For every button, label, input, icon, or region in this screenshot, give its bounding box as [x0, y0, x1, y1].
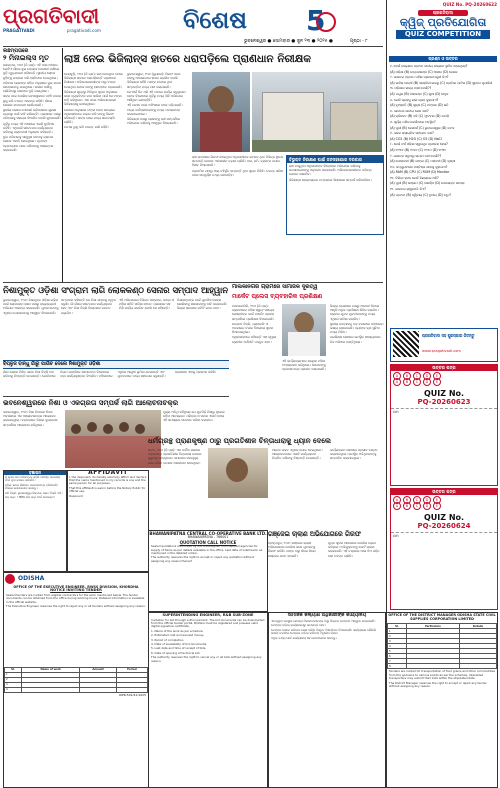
story4-photo — [65, 410, 161, 468]
superintending-title: SUPERINTENDING ENGINEER, R&B SUB-ZONE — [162, 613, 254, 617]
brand-website: pragativadi.com — [66, 28, 101, 33]
answer-sheet-2 — [390, 488, 498, 610]
bank-ad: BHAWANIPATNA CENTRAL CO-OPERATIVE BANK LTD. BHAWANIPATNA - 766001 QUOTATION CALL NOTICE Sealed quotations are invited by the undersigned from reputed agencies for supply of items as per details available in the office. Last date of submission as mentioned in the detailed notice. The authority reserves the right to accept or reject any quotation without assigning any reason thereof. — [148, 530, 268, 612]
answer-bubble[interactable]: D — [423, 502, 431, 510]
story4-headline: ଭବନେଶ୍ୱରରେ ନିଶା ଓ ଏକଗ୍ରତା ସମ୍ପର୍କ ଲାଗି ଆଲୋଚନାଚକ୍ର — [3, 399, 178, 407]
story5 — [148, 436, 384, 528]
top-story-body-col2: ଭୁବନେଶ୍ୱର, ୨୨ା୬ (ବ୍ୟୁରୋ): ଗିରଫ ପରେ ତାଙ୍କୁ ଆଦାଲତରେ ହାଜର କରାଯିବ ବୋଲି ଭିଜିଲାନ୍ସ କହିଛି। ତାଙ୍କ ନାମରେ ଥିବା ସମ୍ପତ୍ତିର ମଧ୍ୟ ଯାଞ୍ଚ କରାଯାଉଛି। ସେ ଦୀର୍ଘ ଦିନ ଧରି ଏହି ପଦରେ କାର୍ଯ୍ୟ କରୁଥିଲେ। ତାଙ୍କ ବିରୋଧରେ ପୂର୍ବରୁ ମଧ୍ୟ କିଛି ଅଭିଯୋଗ ଆସିଥିବା ଜଣାପଡ଼ିଛି। ଏହି ଘଟଣା ପରେ ଅଫିସରେ ଚହଳ ପଡ଼ିଯାଇଛି। ଅନ୍ୟ କର୍ମଚାରୀମାନଙ୍କୁ ମଧ୍ୟ ପଚରାଉଚରା କରାଯାଇପାରେ। ଭିଜିଲାନ୍ସ ପକ୍ଷରୁ ଲୋକଙ୍କୁ ଲାଞ୍ଚ ସମ୍ପର୍କରେ ଅଭିଯୋଗ କରିବାକୁ ଆହ୍ୱାନ ଦିଆଯାଇଛି। — [127, 72, 187, 126]
brand-logo — [3, 4, 101, 34]
story3 — [232, 284, 384, 434]
story5-body-3: କାର୍ଯ୍ୟକ୍ରମ ଶେଷରେ ପ୍ରସାଦ ବଣ୍ଟନ କରାଯାଇଥିଲା। ଉପସ୍ଥିତ ଅତିଥିମାନଙ୍କୁ ସମ୍ମାନିତ କରାଯାଇଥିଲା। — [330, 448, 378, 461]
answer-bubble[interactable]: D — [423, 378, 431, 386]
answer-bubble[interactable]: E — [433, 502, 441, 510]
answer-bubble[interactable]: E — [433, 496, 441, 504]
quiz-title-odia: କ୍ୱିଜ୍ ପ୍ରତିଯୋଗିତା — [399, 16, 487, 29]
story2-headline: ନିଶାମୁକ୍ତ ଓଡ଼ିଶା ସଂଗ୍ରାମ ଲାଗି ଲୋକକଣ୍ଠ ସେନାର ସମ୍ପାଦ ଆହ୍ୱାନ — [3, 285, 229, 295]
bank-name: BHAWANIPATNA CENTRAL CO-OPERATIVE BANK LTD. — [149, 531, 267, 536]
story2-rule — [3, 282, 383, 283]
odisha-tender-table: Sl. Name of work Amount Period 1 2 3 4 — [4, 667, 148, 693]
story3-body-3: ଜିଲ୍ଲା ପ୍ରଶାସନ ପକ୍ଷରୁ ଆଗାମୀ ଦିନରେ ଆହୁରି ଅଧିକ ପ୍ରଶିକ୍ଷଣ ଶିବିର କରାଯିବ। ଗ୍ରାମର ଯୁବକ ଯୁବତୀମାନଙ୍କୁ ମଧ୍ୟ ଏଥିରେ ସାମିଲ କରାଯିବ। ସ୍ଥାନୀୟ ଉତ୍ପାଦକୁ ବଡ଼ ବଜାରରେ ପହଞ୍ଚାଇବା ଲକ୍ଷ୍ୟ ରଖାଯାଇଛି। ବ୍ୟାଙ୍କ ଋଣ ସୁବିଧା ମଧ୍ୟ ମିଳିବ। ପ୍ରଶିକ୍ଷଣ ଶେଷରେ ଉପସ୍ଥିତ ସଦସ୍ୟମାନେ ନିଜ ଅଭିଜ୍ଞତା ବାଣ୍ଟିଥିଲେ। — [330, 304, 384, 344]
bank-sub: BHAWANIPATNA - 766001 — [187, 535, 229, 539]
top-story-headline: ଲାଞ୍ଚ ନେଇ ଭିଜିଲାନ୍ସ ହାତରେ ଧରାପଡ଼ିଲେ ପ୍ରାଣଧାନ ନିରୀକ୍ଷକ — [64, 53, 312, 65]
odia-tender-title: ସାମାଜିକ କଲ୍ୟାଣ ଅଧିକାରୀଙ୍କ କାର୍ଯ୍ୟାଳୟ — [287, 613, 367, 618]
classified-ads-label: ବିଜ୍ଞାପନ — [4, 471, 66, 475]
answer-bubble[interactable]: C — [413, 496, 421, 504]
civil-supplies-ad: OFFICE OF THE DISTRICT MANAGER ODISHA STATE CIVIL SUPPLIES CORPORATION LIMITED Sl. Particulars Details 1 2 3 4 5 6 7 8 Tenders are invited for transportation of food grains and other commodities from the godowns to various points as per the schedule. Interested transporters may submit their bids within the stipulated date. The District Manager reserves the right to accept or reject any tender without assigning any reason. — [386, 612, 498, 788]
answer-sheet-2-name-label: ନାମ — [391, 532, 497, 539]
answer-bubble[interactable]: C — [413, 502, 421, 510]
story5-photo — [208, 448, 268, 498]
answer-bubble[interactable]: A — [393, 496, 401, 504]
top-story-body-col3: ଲାଞ୍ଚ ଘଟଣାରେ ଗିରଫ ହୋଇଥିବା ଅଧିକାରୀଙ୍କ ନାମରେ ଥିବା ବିଭିନ୍ନ ସ୍ଥାନର ସମ୍ପତ୍ତି ଉପରେ ଏକକାଳୀନ ଚଢ଼ାଉ ଚାଲିଛି। ଘର, ଜମି, ବ୍ୟାଙ୍କ ଜମାର ହିସାବ ନିଆଯାଉଛି। ପ୍ରାଥମିକ ଯାଞ୍ଚରୁ ଆୟ ବହିର୍ଭୂତ ସମ୍ପତ୍ତି ଥିବା ସୂଚନା ମିଳିଛି। ତଦନ୍ତ ସରିବା ପରେ ସମ୍ପୂର୍ଣ୍ଣ ତଥ୍ୟ ଜଣାପଡ଼ିବ। — [192, 155, 284, 177]
answer-sheet-2-quiz-label: QUIZ No. — [423, 513, 465, 522]
top-story-photo-2 — [252, 72, 382, 152]
answer-bubble[interactable]: A — [393, 378, 401, 386]
answer-sheet-2-quiz-number: PQ-20260624 — [417, 522, 471, 530]
answer-sheet-1-grid — [391, 371, 497, 387]
top-story-body-col1: ବେଲାବୁଡ଼ି, ୨୨ା୬ (ନି.ପ୍ର): ଲାଞ୍ଚ ନେଉଥିବା ବେଳେ ଭିଜିଲାନ୍ସ ହାତରେ ଧରାପଡ଼ିଛନ୍ତି ପ୍ରାଣଧାନ ନିରୀକ୍ଷକ। ଅଭିଯୋଗକାରୀଙ୍କ ଠାରୁ ଟଙ୍କା ନେଉଥିବା ବେଳେ ତାଙ୍କୁ ହାତେହାତେ ଧରାଯାଇଛି। ଭିଜିଲାନ୍ସ ସୂତ୍ରରୁ ମିଳିଥିବା ସୂଚନା ଅନୁସାରେ ଜଣେ ବ୍ୟକ୍ତିଙ୍କ କାମ ସାରିବା ପାଇଁ ସେ ଟଙ୍କା ଦାବି କରିଥିଲେ। ଏହା ପରେ ଅଭିଯୋଗକାରୀ ଭିଜିଲାନ୍ସକୁ ଜଣାଇଥିଲେ। ଯୋଜନା ଅନୁସାରେ ଟଙ୍କା ଦେବା ସମୟରେ ଅଧିକାରୀମାନେ ଚଢ଼ାଉ କରି ତାଙ୍କୁ ଗିରଫ କରିଛନ୍ତି। ତାଙ୍କ ଘରେ ମଧ୍ୟ ଖାନତଲାସି ଚାଲିଛି। ମାମଲା ରୁଜୁ କରି ତଦନ୍ତ ଜାରି ରହିଛି। — [64, 72, 123, 130]
date-line: ଭୁବନେଶ୍ୱର ● ସୋମବାର ● ଜୁନ ୨୩ ● ୨୦୨୫ ● — [244, 39, 333, 44]
story3-photo — [282, 304, 326, 356]
story4-body-2: ମୁଖ୍ୟ ଅତିଥି କହିଥିଲେ ଯେ ଯୁବପିଢ଼ି ନିଶାରୁ ଦୂରେଇ ରହିବା ଆବଶ୍ୟକ। ପରିବାର ଓ ସମାଜ ଏକାଠି ହୋଇ ଏହି ସମସ୍ୟାର ସମାଧାନ କରିବା ଦରକାର। — [163, 410, 225, 423]
quiz-site: www.pragativadi.com — [422, 349, 461, 353]
story4-rule — [3, 396, 229, 397]
affidavit-title: AFFIDAVIT — [88, 470, 128, 476]
anniversary-number: 5 — [306, 4, 326, 37]
top-story-photo-1 — [192, 72, 250, 152]
story2 — [3, 284, 229, 394]
story4-body-1: ଭବନେଶ୍ୱର, ୨୨ା୬: ନିଶା ନିବାରଣ ଦିବସ ଅବସରରେ ଏକ ଆଲୋଚନାଚକ୍ର ଆୟୋଜନ କରାଯାଇଥିଲା। ବକ୍ତାମାନେ ନିଶାର କୁପ୍ରଭାବ ସମ୍ପର୍କରେ ଆଲୋଚନା କରିଥିଲେ। — [3, 410, 58, 427]
answer-sheet-1 — [390, 364, 498, 486]
answer-sheet-2-header: ଉତ୍ତର ପତ୍ର — [391, 489, 497, 495]
column-divider — [62, 48, 63, 282]
odisha-brand: ODISHA — [18, 575, 45, 583]
answer-row — [393, 379, 495, 385]
civil-supplies-title: OFFICE OF THE DISTRICT MANAGER ODISHA STATE CIVIL SUPPLIES CORPORATION LIMITED — [388, 613, 496, 622]
masthead-rule — [3, 46, 383, 47]
quiz-section-label: ପ୍ରଶ୍ନ ଓ ଉତ୍ତର — [389, 56, 497, 62]
story2-body-5: ଗାଁର ଲୋକେ ମିଳିତ ଭାବେ ନିଶା ବିକ୍ରି ବନ୍ଦ କରିବାକୁ ନିଷ୍ପତ୍ତି ନେଇଛନ୍ତି। ଯେଉଁମାନେ ନିୟମ ଭାଙ୍ଗିବେ ସେମାନଙ୍କ ବିରୋଧରେ କଡ଼ା କାର୍ଯ୍ୟାନୁଷ୍ଠାନ ନିଆଯିବ। ମହିଳାମାନେ ଏଥିରେ ଆଗୁଆ ଭୂମିକା ନେଇଛନ୍ତି ଏବଂ ଯୁବକମାନେ ମଧ୍ୟ ସହଯୋଗ କରୁଛନ୍ତି। ପ୍ରଶାସନ ଏହାକୁ ପ୍ରଶଂସା କରିଛି। — [3, 370, 217, 379]
answer-bubble[interactable]: C — [413, 372, 421, 380]
page-number: ପୃଷ୍ଠା - ୮ — [350, 39, 368, 44]
odia-tender-ad: ସାମାଜିକ କଲ୍ୟାଣ ଅଧିକାରୀଙ୍କ କାର୍ଯ୍ୟାଳୟ ଏତଦ୍ୱାରା ଇଚ୍ଛୁକ ଯୋଗ୍ୟ ଠିକାଦାରମାନଙ୍କ ଠାରୁ ସିଲ୍‌ବନ୍ଦ ଟେଣ୍ଡର ଆହ୍ୱାନ କରାଯାଉଛି। ଟେଣ୍ଡର ଦଲିଲ କାର୍ଯ୍ୟାଳୟରୁ ଉପଲବ୍ଧ ହେବ। ଟେଣ୍ଡର ଦାଖଲ କରିବାର ଶେଷ ତାରିଖ ବିସ୍ତୃତ ବିଜ୍ଞପ୍ତିରେ ଦିଆଯାଇଛି। କାର୍ଯ୍ୟାଳୟ କୌଣସି କାରଣ ନଦର୍ଶାଇ ଟେଣ୍ଡର ବାତିଲ କରିବାର ଅଧିକାର ରଖେ। ଅଧିକ ତଥ୍ୟ ପାଇଁ କାର୍ଯ୍ୟାଳୟ ସହ ଯୋଗାଯୋଗ କରନ୍ତୁ। — [268, 612, 386, 788]
quiz-number-top: QUIZ No. PQ-20260622 — [442, 2, 497, 7]
story3-body-1: ମାଲକାନଗିରି, ୨୨ା୬ (ନି.ପ୍ର): ଗ୍ରାମାଞ୍ଚଳର ମହିଳା ସ୍ୱୟଂ ସହାୟକ ଗୋଷ୍ଠୀଙ୍କ ପାଇଁ ମାର୍କେଟ ପ୍ଲେସ ସମ୍ପର୍କରେ ପ୍ରଶିକ୍ଷଣ ଦିଆଯାଇଛି। ଉତ୍ପାଦ ବିକ୍ରି, ପ୍ୟାକେଜିଂ ଓ ଅନଲାଇନ ବଜାର ବିଷୟରେ ସୂଚନା ଦିଆଯାଇଥିଲା। ଅଧିକାରୀମାନେ କହିଛନ୍ତି ଏହା ଦ୍ୱାରା ଗ୍ରାମୀଣ ଅର୍ଥନୀତି ମଜବୁତ ହେବ। — [232, 304, 277, 344]
quiz-footer-tag: ପ୍ରଗତିବାଦୀ ସହ ପୁରସ୍କାର ଜିତନ୍ତୁ — [422, 333, 475, 338]
answer-bubble[interactable]: C — [413, 378, 421, 386]
story6-headline: ଗଞ୍ଜେଇ ଚାଲାଣ ଅଭିଯୋଗରେ ଗିରଫ — [268, 530, 361, 538]
anniversary-badge — [302, 6, 332, 36]
left-story-headline: ୨ ମିନାଇଲ୍ସ ମୃତ — [3, 54, 49, 62]
superintending-engineer-ad: SUPERINTENDING ENGINEER, R&B SUB-ZONE Invitation for bid through e-Procurement. The bid documents can be downloaded from the official tender portal. Bidders must be registered and possess valid digital signature certificate. 1. Name of the work as per schedule. 2. Estimated cost and earnest money. 3. Period of completion. 4. Date of availability of bid documents. 5. Last date and time of receipt of bids. 6. Date of opening of technical bid. The authority reserves the right to cancel any or all bids without assigning any reason. — [148, 612, 268, 788]
top-story-box-title: ବିଭୁକ୍ତ ନିରୀକ୍ଷଣ ପାଇଁ ଜନସହଯୋଗ ଦରକାର — [287, 156, 383, 163]
odisha-logo-icon — [5, 574, 15, 584]
story2-subhead: ବିପ୍ଳୁଜ ବାନ୍ଧୁ ଗାଁରୁ ପାଉଁଚ ଦେଲେ ନିଶାମୁକ୍ତ ଓଡ଼ିଶା — [3, 360, 229, 369]
qr-code-icon — [393, 331, 419, 357]
answer-bubble[interactable]: A — [393, 502, 401, 510]
answer-bubble[interactable]: D — [423, 372, 431, 380]
quiz-banner: ପ୍ରଗତିବାଦୀ — [418, 10, 468, 16]
top-story — [64, 50, 384, 240]
answer-bubble[interactable]: D — [423, 496, 431, 504]
quiz-promo — [390, 328, 498, 362]
answer-bubble[interactable]: E — [433, 372, 441, 380]
answer-bubble[interactable]: A — [393, 372, 401, 380]
left-story — [3, 48, 61, 282]
answer-sheet-1-quiz-number: PQ-20260623 — [417, 398, 471, 406]
answer-bubble[interactable]: B — [403, 496, 411, 504]
answer-bubble[interactable]: E — [433, 378, 441, 386]
story6 — [268, 530, 384, 610]
answer-row — [393, 503, 495, 509]
brand-name: ପ୍ରଗତିବାଦୀ — [3, 4, 100, 28]
story2-body-2: ସମ୍ପାଦକ କହିଛନ୍ତି ଯେ ନିଶା ସମାଜକୁ ଧ୍ୱଂସ କରୁଛି। ଗାଁ ଗାଁରେ ସଚେତନତା କାର୍ଯ୍ୟକ୍ରମ ହେବ ଏବଂ ନିଶା ବିକ୍ରି ବିରୋଧରେ ଜନମତ ଗଢ଼ାଯିବ। — [61, 298, 116, 315]
bank-notice-title: QUOTATION CALL NOTICE — [179, 539, 237, 545]
story3-body-2: ଏହି କାର୍ଯ୍ୟକ୍ରମରେ ଶତାଧିକ ମହିଳା ଅଂଶଗ୍ରହଣ କରିଥିଲେ। ସେମାନଙ୍କୁ ପ୍ରମାଣପତ୍ର ପ୍ରଦାନ କରାଯାଇଛି। — [282, 359, 326, 372]
top-story-box: ବିଭୁକ୍ତ ନିରୀକ୍ଷଣ ପାଇଁ ଜନସହଯୋଗ ଦରକାର ଲାଞ୍ଚ ମାଗୁଥିବା ଅଧିକାରୀଙ୍କ ବିରୋଧରେ ଅଭିଯୋଗ କରିବାକୁ ଜନସାଧାରଣଙ୍କୁ ଅନୁରୋଧ କରାଯାଇଛି। ଅଭିଯୋଗକାରୀଙ୍କ ପରିଚୟ ଗୋପନ ରଖାଯିବ। ଭିଜିଲାନ୍ସ ହେଲ୍ପଲାଇନ ନମ୍ବରରେ ସିଧାସଳଖ ସମ୍ପର୍କ କରିପାରିବେ। — [286, 155, 384, 235]
answer-bubble[interactable]: B — [403, 378, 411, 386]
odisha-notice: NOTICE INVITING TENDER — [50, 588, 102, 593]
answer-sheet-1-header: ଉତ୍ତର ପତ୍ର — [391, 365, 497, 371]
odisha-dipr: OIPR-501/41/1025 — [118, 692, 146, 697]
answer-sheet-1-name-label: ନାମ — [391, 408, 497, 415]
left-story-kicker: ଲଛମ୍ପତାରେ — [3, 48, 29, 54]
quiz-header — [389, 10, 497, 54]
section-title: ବିଶେଷ — [183, 6, 247, 34]
story2-body-3: ଏହି ଅଭିଯାନରେ ବିଭିନ୍ନ ସଙ୍ଗଠନ, ଛାତ୍ର ଓ ମହିଳା ସମିତି ସାମିଲ ହେବେ। ପ୍ରଶାସନ ସହ ମିଶି କାର୍ଯ୍ୟ କରାଯିବ ବୋଲି ସେ କହିଛନ୍ତି। — [119, 298, 174, 311]
civil-supplies-table: Sl. Particulars Details 1 2 3 4 5 6 7 8 — [387, 623, 497, 669]
quiz-questions: ୧. କେଉଁ ରାଜ୍ୟରେ ପ୍ରଥମ ଜାତୀୟ ଉଦ୍ୟାନ ସ୍ଥାପିତ ହୋଇଥିଲା? (A) ଓଡ଼ିଶା (B) ଉତ୍ତରାଖଣ୍ଡ (C) ଆସାମ (D) କେରଳ ୨. ଭାରତର ପ୍ରଥମ ମହିଳା ପ୍ରଧାନମନ୍ତ୍ରୀ କିଏ? (A) ଇନ୍ଦିରା ଗାନ୍ଧୀ (B) ସରୋଜିନୀ ନାଇଡୁ (C) ପ୍ରତିଭା ପାଟିଲ (D) ସୁଚେତା କୃପାଳିନୀ ୩. ଓଡ଼ିଶାର ରାଜ୍ୟ ପକ୍ଷୀ କେଉଁଟି? (A) ମୟୂର (B) ନୀଳକଣ୍ଠ (C) ଶୁଆ (D) ଡାହୁକ ୪. କେଉଁ ଗ୍ରହକୁ ଲାଲ ଗ୍ରହ କୁହାଯାଏ? (A) ବୃହସ୍ପତି (B) ଶୁକ୍ର (C) ମଙ୍ଗଳ (D) ଶନି ୫. ଭାରତର ଜାତୀୟ ଖେଳ କଣ? (A) କ୍ରିକେଟ (B) ହକି (C) ଫୁଟବଲ (D) କବାଡ଼ି ୬. ସୂର୍ଯ୍ୟ ମନ୍ଦିର କେଉଁଠାରେ ଅବସ୍ଥିତ? (A) ପୁରୀ (B) କୋଣାର୍କ (C) ଭୁବନେଶ୍ୱର (D) କଟକ ୭. ଜଳର ରାସାୟନିକ ସଙ୍କେତ କଣ? (A) CO2 (B) H2O (C) O2 (D) NaCl ୮. କେଉଁ ବର୍ଷ ଓଡ଼ିଶା ସ୍ୱତନ୍ତ୍ର ପ୍ରଦେଶ ହେଲା? (A) ୧୯୩୬ (B) ୧୯୪୭ (C) ୧୯୫୦ (D) ୧୯୩୨ ୯. ଭାରତର ସବୁଠାରୁ ଲମ୍ବା ନଦୀ କେଉଁଟି? (A) ଗୋଦାବରୀ (B) ଗଙ୍ଗା (C) ମହାନଦୀ (D) କୃଷ୍ଣା ୧୦. କମ୍ପ୍ୟୁଟରର ମସ୍ତିଷ୍କ କାହାକୁ କୁହାଯାଏ? (A) RAM (B) CPU (C) ROM (D) Monitor ୧୧. ଚିଲିକା ହ୍ରଦ କେଉଁ ଜିଲ୍ଲାରେ ଅଛି? (A) ପୁରୀ (B) ଗଞ୍ଜାମ (C) ଖୋର୍ଦ୍ଧା (D) ଉପରୋକ୍ତ ସମସ୍ତ ୧୨. ଭାରତର ରାଷ୍ଟ୍ରପତି କିଏ? (A) ପ୍ରଥମ (B) ଦ୍ୱିତୀୟ (C) ତୃତୀୟ (D) ଚତୁର୍ଥ — [390, 64, 493, 197]
story5-headline: ଧର୍ମଗ୍ରନ୍ଥ ପ୍ରାଣକୃଷ୍ଣ ଠାରୁ ପ୍ରଗତିଶୀଳ ଚିନ୍ତାଧାରାକୁ ଧ୍ୟାନ ଦେଲେ — [148, 437, 331, 445]
answer-sheet-2-grid — [391, 495, 497, 511]
odisha-title: OFFICE OF THE EXECUTIVE ENGINEER, RWSS DIVISION, KHORDHA — [13, 585, 139, 589]
answer-bubble[interactable]: B — [403, 372, 411, 380]
story6-body-2: ଗୁପ୍ତ ସୂଚନା ଆଧାରରେ ପୋଲିସ ଚଢ଼ାଉ କରିଥିଲା। ଅଭିଯୁକ୍ତଙ୍କୁ କୋର୍ଟ ଚାଲାଣ କରାଯାଇଛି। ଏହି ଚକ୍ରରେ ଆଉ କିଏ ଜଡ଼ିତ ତାହା ତଦନ୍ତ ଚାଲିଛି। — [328, 541, 380, 558]
left-story-body: ଲଛମ୍ପତା, ୨୨ା୬ (ନି.ପ୍ର): ଏହି ଥାନା ଅଞ୍ଚଳର ଗୋଟିଏ ଗାଁରେ ଦୁଇ ନାବାଳକ ପୋଖରୀ ପାଣିରେ ବୁଡ଼ି ମୃତ୍ୟୁବରଣ କରିଛନ୍ତି। ସ୍ଥାନୀୟ ଲୋକେ ଦୁହିଙ୍କୁ ଉଦ୍ଧାର କରି ହସ୍ପିଟାଲ ନେଇଥିଲେ। ପରିବାର ଲୋକଙ୍କ କହିବା ଅନୁସାରେ ଦୁଇ ବାଳକ ଗାଧୋଇବାକୁ ଯାଇଥିଲେ। ଗଭୀର ପାଣିକୁ ଚାଲିଯିବାରୁ ସେମାନେ ବୁଡ଼ି ଯାଇଥିଲେ। ଖବର ପାଇ ପୋଲିସ ଘଟଣାସ୍ଥଳରେ ପହଞ୍ଚି ମାମଲା ରୁଜୁ କରି ତଦନ୍ତ ଆରମ୍ଭ କରିଛି। ଗାଁରେ ଶୋକର ବାତାବରଣ ଖେଳିଯାଇଛି। ସ୍ଥାନୀୟ ଲୋକେ ପୋଖରୀ ଚାରିପାଖରେ ସୁରକ୍ଷା ବ୍ୟବସ୍ଥା ପାଇଁ ଦାବି କରିଛନ୍ତି। ପ୍ରଶାସନ ପକ୍ଷରୁ ପରିବାରକୁ ସହାୟତା ଦିଆଯିବ ବୋଲି କୁହାଯାଇଛି। ପୂର୍ବରୁ ମଧ୍ୟ ଏହି ଅଞ୍ଚଳରେ ଏଭଳି ଦୁର୍ଘଟଣା ଘଟିଛି। ଏଥିପାଇଁ ସଚେତନତା କାର୍ଯ୍ୟକ୍ରମ କରିବାକୁ ଗ୍ରାମବାସୀ ଅନୁରୋଧ କରିଛନ୍ତି। ଦୁଇ ପରିବାରକୁ ସାନ୍ତ୍ୱନା ଦେବାକୁ ଗ୍ରାମର ଲୋକେ ଏକାଠି ହୋଇଥିଲେ। ମୃତଦେହ ବ୍ୟବଚ୍ଛେଦ ପରେ ପରିବାରକୁ ହସ୍ତାନ୍ତର କରାଯାଇଛି। — [3, 63, 61, 152]
answer-bubble[interactable]: B — [403, 502, 411, 510]
quiz-column — [386, 0, 499, 612]
story6-body-1: ବ୍ରହ୍ମପୁର, ୨୨ା୬: ଗଞ୍ଜେଇ ଚାଲାଣ ଅଭିଯୋଗରେ ପୋଲିସ ଜଣେ ଯୁବକଙ୍କୁ ଗିରଫ କରିଛି। ତାଙ୍କ ଠାରୁ କିଲୋ କିଲୋ ଗଞ୍ଜେଇ ଜବତ ହୋଇଛି। — [268, 541, 316, 558]
story2-body-1: ଭୁବନେଶ୍ୱର, ୨୨ା୬: ନିଶାମୁକ୍ତ ଓଡ଼ିଶା ଗଢ଼ିବା ପାଇଁ ଲୋକକଣ୍ଠ ସେନା ପକ୍ଷରୁ ରାଜ୍ୟବ୍ୟାପୀ ଅଭିଯାନ ଆରମ୍ଭ କରାଯାଇଛି। ଯୁବକମାନଙ୍କୁ ଏଥିରେ ଯୋଗଦେବାକୁ ଆହ୍ୱାନ ଦିଆଯାଇଛି। — [3, 298, 59, 315]
story5-body-2: ଅନେକ ଭକ୍ତ ଏଥିରେ ଯୋଗ ଦେଇଥିଲେ। ଆୟୋଜକମାନେ ଏଭଳି କାର୍ଯ୍ୟକ୍ରମ ନିୟମିତ କରିବାକୁ ନିଷ୍ପତ୍ତି ନେଇଛନ୍ତି। — [272, 448, 323, 461]
odisha-rwss-ad: ODISHA OFFICE OF THE EXECUTIVE ENGINEER, RWSS DIVISION, KHORDHA NOTICE INVITING TENDER Sealed tenders are invited from eligible contractors for the work mentioned below. The tender documents can be obtained from the office during working hours. Detailed information is available in the official website. The Executive Engineer reserves the right to reject any or all tenders without assigning any reason. Sl. Name of work Amount Period 1 2 3 4 OIPR-501/41/1025 — [3, 572, 149, 788]
classified-ads-block: ବିଜ୍ଞାପନ ମୁଁ ମୋର ନାମ ପରିବର୍ତ୍ତନ କରିଛି। ସମସ୍ତ ଉଦ୍ଦେଶ୍ୟ ପାଇଁ ନୂଆ ନାମରେ ଜଣାଯିବି। ହଜିଲା: ମୋର ଶିକ୍ଷାଗତ ପ୍ରମାଣପତ୍ର ହଜିଯାଇଛି। ମିଳିଲେ ଯୋଗାଯୋଗ କରନ୍ତୁ। ଜମି ବିକ୍ରି: ଭୁବନେଶ୍ୱର ନିକଟରେ ପ୍ଲଟ ବିକ୍ରି ଅଛି। ଘର ଭଡ଼ା: ୨ BHK ଘର ଭଡ଼ା ପାଇଁ ଉପଲବ୍ଧ। — [3, 470, 67, 572]
brand-latin: PRAGATIVADI — [3, 28, 35, 33]
affidavit-ad: AFFIDAVIT I, the deponent, do hereby solemnly affirm and declare that the name mentioned in my records is one and the same person for all purposes. That this affidavit is sworn before the Notary Public for official use. Deponent — [67, 470, 149, 572]
answer-sheet-1-quiz-label: QUIZ No. — [423, 389, 465, 398]
story2-body-4: ନିଶାସକ୍ତଙ୍କ ପାଇଁ ପୁନର୍ବାସ କେନ୍ଦ୍ର ଖୋଲିବାକୁ ସରକାରଙ୍କୁ ଦାବି କରାଯାଇଛି। ଜିଲ୍ଲା ସ୍ତରରେ କମିଟି ଗଠନ ହେବ। — [177, 298, 228, 311]
story3-subhead: ମାଲକାନଗିରି ଗ୍ରାମରେ ସାମାଜିକ ଦୂରତ୍ୱ — [232, 284, 318, 290]
quiz-title-en: QUIZ COMPETITION — [396, 30, 490, 39]
anniversary-ring-icon — [316, 12, 336, 32]
story5-body-1: କଟକ, ୨୨ା୬ (ନି.ପ୍ର): ଏକ ଧାର୍ମିକ ସଭାରେ ବକ୍ତାମାନେ ପ୍ରଗତିଶୀଳ ଚିନ୍ତାଧାରା ଉପରେ ଗୁରୁତ୍ୱ ଦେଇଥିଲେ। ସମାଜରେ ସମନ୍ୱୟ ରକ୍ଷା କରିବା ଉପରେ ଆଲୋଚନା ହୋଇଥିଲା। — [148, 448, 202, 465]
story3-headline: ମାର୍କେଟ ପ୍ଲେସ ବ୍ୟବହାରିକ ପ୍ରଶିକ୍ଷଣ — [232, 293, 323, 300]
